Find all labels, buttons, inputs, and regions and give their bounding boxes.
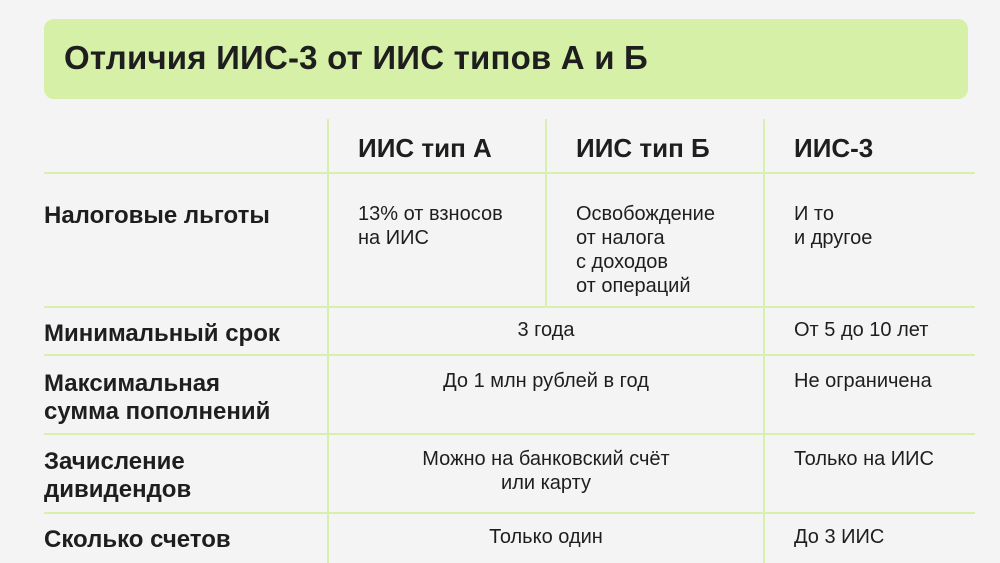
dividends-type-ab-line: Можно на банковский счёт — [422, 448, 670, 470]
column-divider — [763, 119, 765, 563]
column-header-type-b: ИИС тип Б — [576, 133, 710, 163]
tax-iis3-line: и другое — [794, 227, 873, 249]
dividends-type-ab-cell — [329, 447, 763, 495]
row-label-min-term: Минимальный срок — [44, 320, 280, 347]
max-sum-type-ab-cell: До 1 млн рублей в год — [443, 370, 649, 392]
row-divider — [44, 354, 975, 356]
tax-type-b-line: с доходов — [576, 251, 669, 273]
tax-type-a-line: 13% от взносов — [358, 203, 503, 225]
row-divider — [44, 306, 975, 308]
tax-iis3-line: И то — [794, 203, 834, 225]
dividends-label-line: Зачисление — [44, 448, 185, 475]
max-sum-iis3-cell: Не ограничена — [794, 370, 932, 392]
row-divider — [44, 433, 975, 435]
tax-iis3-cell — [794, 202, 872, 250]
title-banner — [44, 19, 968, 99]
dividends-type-ab-line: или карту — [501, 472, 591, 494]
column-header-iis3: ИИС-3 — [794, 133, 874, 163]
dividends-label-line: дивидендов — [44, 476, 192, 503]
tax-type-b-cell — [576, 202, 715, 298]
term-iis3-cell: От 5 до 10 лет — [794, 319, 929, 341]
tax-type-b-line: от налога — [576, 227, 665, 249]
tax-type-a-cell — [358, 202, 503, 250]
row-label-tax-benefits: Налоговые льготы — [44, 202, 270, 229]
accounts-iis3-cell: До 3 ИИС — [794, 526, 885, 548]
accounts-type-ab-cell: Только один — [489, 526, 603, 548]
header-divider — [44, 172, 975, 174]
max-sum-label-line: сумма пополнений — [44, 398, 271, 425]
term-type-ab-cell: 3 года — [517, 319, 575, 341]
column-divider — [545, 119, 547, 306]
row-label-accounts: Сколько счетов — [44, 526, 231, 553]
max-sum-label-line: Максимальная — [44, 370, 221, 397]
tax-type-b-line: от операций — [576, 275, 691, 297]
page-title: Отличия ИИС-3 от ИИС типов А и Б — [64, 39, 648, 76]
row-divider — [44, 512, 975, 514]
row-label-max-sum — [44, 370, 270, 426]
row-label-dividends — [44, 448, 191, 504]
column-header-type-a: ИИС тип А — [358, 133, 492, 163]
tax-type-a-line: на ИИС — [358, 227, 429, 249]
dividends-iis3-cell: Только на ИИС — [794, 448, 934, 470]
tax-type-b-line: Освобождение — [576, 203, 715, 225]
